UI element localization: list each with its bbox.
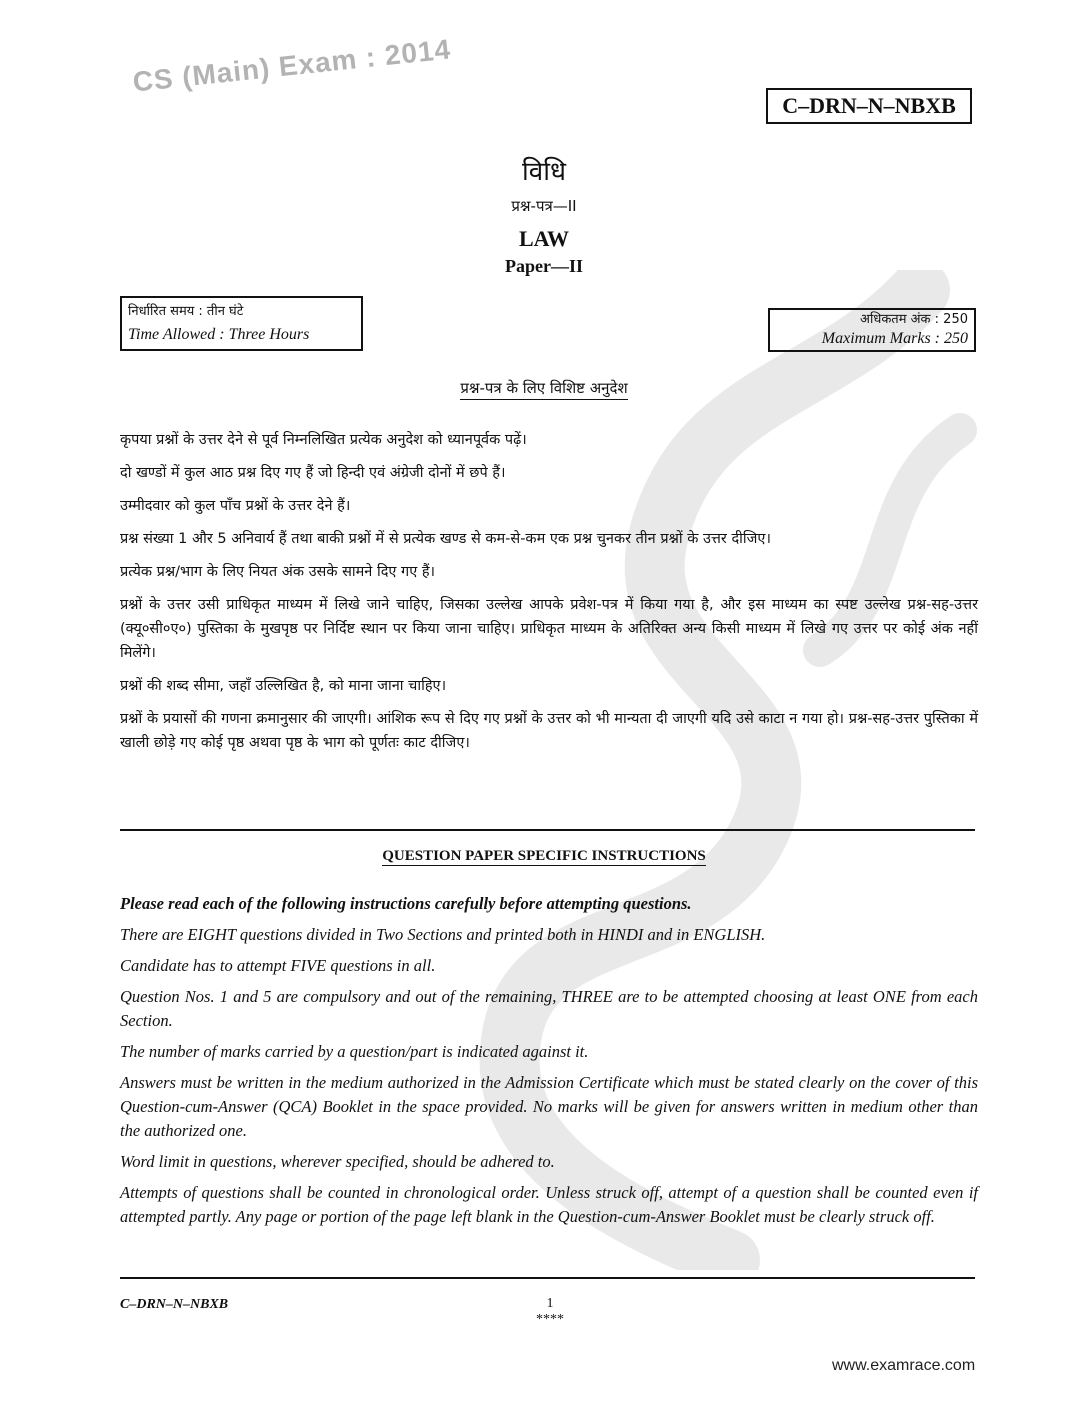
website-link[interactable]: www.examrace.com: [832, 1357, 976, 1374]
hindi-instructions-heading-text: प्रश्न-पत्र के लिए विशिष्ट अनुदेश: [460, 379, 627, 400]
hindi-paper-title: प्रश्न-पत्र—II: [511, 197, 577, 215]
hindi-subject-title: विधि: [522, 157, 566, 187]
hindi-instruction-item: दो खण्डों में कुल आठ प्रश्न दिए गए हैं जो हिन्दी एवं अंग्रेजी दोनों में छपे हैं।: [120, 465, 506, 481]
english-instructions-list: [120, 892, 978, 1236]
paper-code-box: C–DRN–N–NBXB: [766, 88, 972, 124]
time-allowed-english: Time Allowed : Three Hours: [128, 326, 310, 343]
english-instructions-heading-text: QUESTION PAPER SPECIFIC INSTRUCTIONS: [382, 848, 706, 864]
maximum-marks-box: [768, 308, 976, 352]
hindi-instruction-item: प्रत्येक प्रश्न/भाग के लिए नियत अंक उसके सामने दिए गए हैं।: [120, 564, 436, 580]
english-instruction-item: The number of marks carried by a question/part is indicated against it.: [120, 1042, 589, 1061]
english-instruction-item: Please read each of the following instructions carefully before attempting questions.: [120, 894, 692, 913]
subject-title: LAW: [518, 226, 570, 251]
hindi-instruction-item: प्रश्नों की शब्द सीमा, जहाँ उल्लिखित है, को माना जाना चाहिए।: [120, 678, 447, 694]
maximum-marks-hindi: अधिकतम अंक : 250: [860, 312, 968, 327]
english-instruction-item: Answers must be written in the medium authorized in the Admission Certificate which must be stated clearly on the cover of this Question-cum-Answer (QCA) Booklet in the space provided. No marks will be given for answers written in medium other than the authorized one.: [120, 1073, 978, 1140]
section-divider: [120, 829, 975, 831]
hindi-instruction-item: प्रश्नों के उत्तर उसी प्राधिकृत माध्यम में लिखे जाने चाहिए, जिसका उल्लेख आपके प्रवेश-पत्र में किया गया है, और इस माध्यम का स्पष्ट उल्लेख प्रश्न-सह-उत्तर (क्यू०सी०ए०) पुस्तिका के मुखपृष्ठ पर निर्दिष्ट स्थान पर किया जाना चाहिए। प्राधिकृत माध्यम के अतिरिक्त अन्य किसी माध्यम में लिखे गए उत्तर पर कोई अंक नहीं मिलेंगे।: [120, 597, 978, 661]
hindi-instruction-item: प्रश्नों के प्रयासों की गणना क्रमानुसार की जाएगी। आंशिक रूप से दिए गए प्रश्नों के उत्तर को भी मान्यता दी जाएगी यदि उसे काटा न गया हो। प्रश्न-सह-उत्तर पुस्तिका में खाली छोड़े गए कोई पृष्ठ अथवा पृष्ठ के भाग को पूर्णतः काट दीजिए।: [120, 711, 978, 751]
hindi-instructions-list: [120, 428, 978, 764]
page-number-value: 1: [546, 1296, 554, 1311]
english-instruction-item: Candidate has to attempt FIVE questions in all.: [120, 956, 436, 975]
footer-paper-code: C–DRN–N–NBXB: [120, 1297, 229, 1312]
paper-title: Paper—II: [505, 256, 583, 276]
english-instruction-item: Question Nos. 1 and 5 are compulsory and out of the remaining, THREE are to be attempted choosing at least ONE from each Section.: [120, 987, 978, 1030]
maximum-marks-english: Maximum Marks : 250: [821, 330, 968, 347]
english-instruction-item: Attempts of questions shall be counted in chronological order. Unless struck off, attempt of a question shall be counted even if attempted partly. Any page or portion of the page left blank in the Question-cum-Answer Booklet must be clearly struck off.: [120, 1183, 978, 1226]
time-allowed-box: [120, 296, 363, 351]
english-instructions-heading: [0, 848, 1088, 865]
page-number: [520, 1296, 580, 1328]
hindi-instruction-item: उम्मीदवार को कुल पाँच प्रश्नों के उत्तर देने हैं।: [120, 498, 351, 514]
english-instruction-item: There are EIGHT questions divided in Two Sections and printed both in HINDI and in ENGLISH.: [120, 925, 766, 944]
footer-divider: [120, 1277, 975, 1279]
page-marker: ****: [536, 1312, 564, 1327]
time-allowed-hindi: निर्धारित समय : तीन घंटे: [128, 304, 244, 319]
hindi-instructions-heading: [0, 378, 1088, 398]
hindi-instruction-item: प्रश्न संख्या 1 और 5 अनिवार्य हैं तथा बाकी प्रश्नों में से प्रत्येक खण्ड से कम-से-कम एक प्रश्न चुनकर तीन प्रश्नों के उत्तर दीजिए।: [120, 531, 771, 547]
exam-stamp: CS (Main) Exam : 2014: [131, 33, 453, 98]
english-instruction-item: Word limit in questions, wherever specified, should be adhered to.: [120, 1152, 555, 1171]
hindi-instruction-item: कृपया प्रश्नों के उत्तर देने से पूर्व निम्नलिखित प्रत्येक अनुदेश को ध्यानपूर्वक पढ़ें।: [120, 432, 527, 448]
